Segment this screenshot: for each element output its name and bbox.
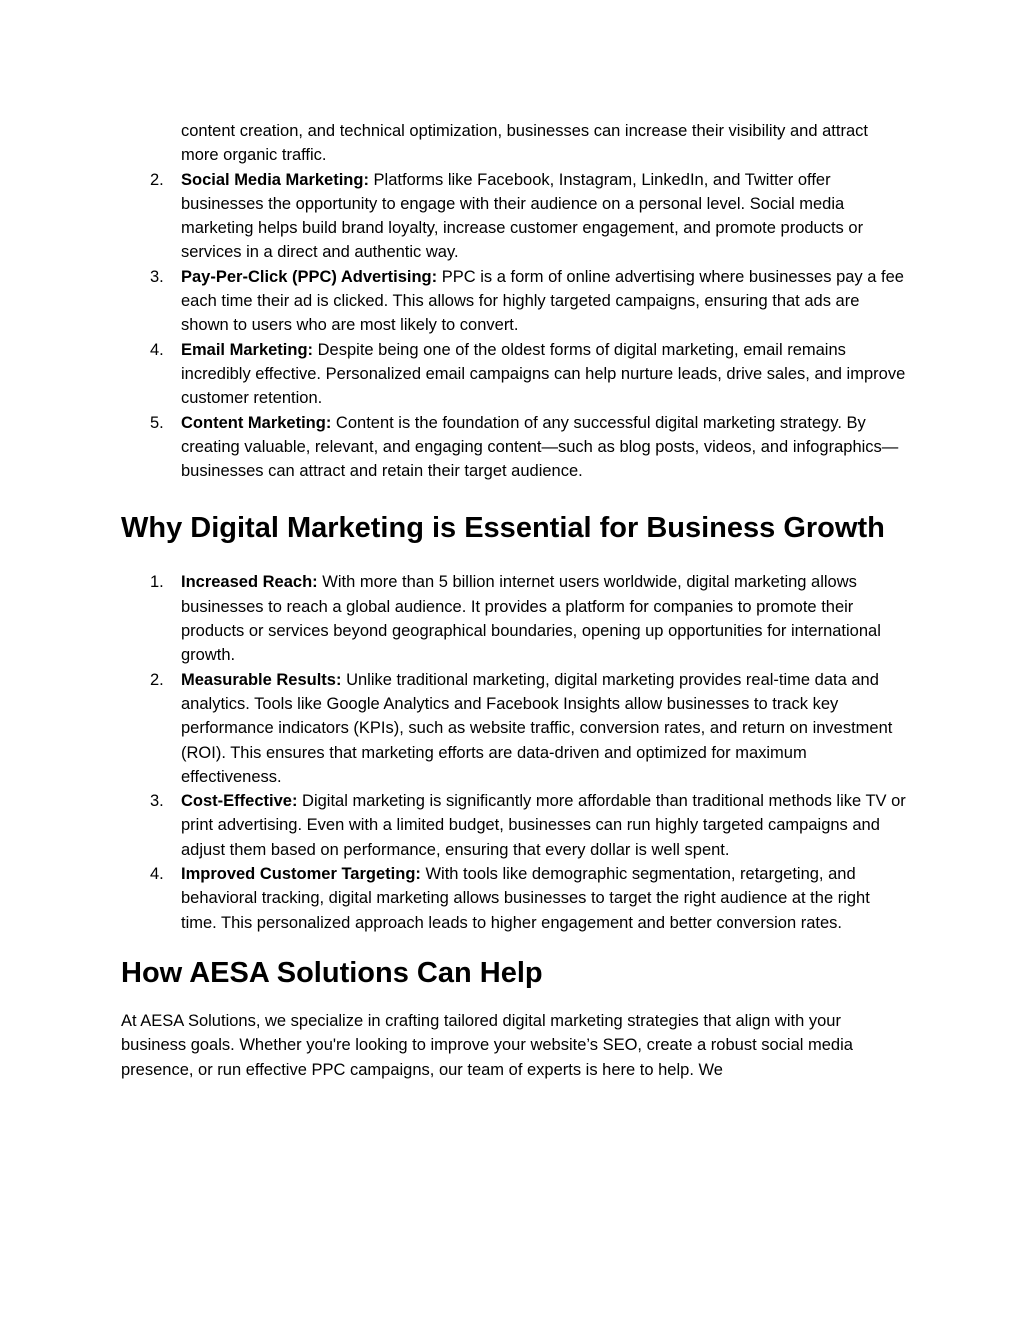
paragraph-how: At AESA Solutions, we specialize in crafting tailored digital marketing strategies that align with your business goals. Whether you're looking to improve your website’s SEO, create a robust social media presence, or run effective PPC campaigns, our team of experts is here to help. We	[121, 1011, 853, 1079]
list-item	[121, 265, 906, 338]
list-number: 4.	[150, 865, 164, 884]
list-term: Cost-Effective:	[181, 792, 298, 811]
list-item	[121, 862, 906, 935]
list-text: With tools like demographic segmentation, retargeting, and behavioral tracking, digital marketing allows businesses to target the right audience at the right time. This personalized approach leads to higher engagement and better conversion rates.	[181, 865, 870, 932]
list-text: Digital marketing is significantly more affordable than traditional methods like TV or print advertising. Even with a limited budget, businesses can run highly targeted campaigns and adjust them based on performance, ensuring that every dollar is well spent.	[181, 792, 906, 859]
list-text: With more than 5 billion internet users worldwide, digital marketing allows businesses to reach a global audience. It provides a platform for companies to promote their products or services beyond geographical boundaries, opening up opportunities for international growth.	[181, 573, 881, 665]
list-item	[121, 168, 906, 265]
list-number: 1.	[150, 573, 164, 592]
list-item	[121, 570, 906, 667]
list-text: Platforms like Facebook, Instagram, LinkedIn, and Twitter offer businesses the opportunity to engage with their audience on a personal level. Social media marketing helps build brand loyalty, increase customer engagement, and promote products or services in a direct and authentic way.	[181, 170, 864, 262]
list-text: Despite being one of the oldest forms of digital marketing, email remains incredibly effective. Personalized email campaigns can help nurture leads, drive sales, and improve customer retention.	[181, 340, 906, 408]
list-number: 2.	[150, 670, 164, 689]
list-term: Email Marketing:	[181, 340, 314, 359]
list-number: 3.	[150, 267, 164, 286]
document-page	[121, 119, 906, 1082]
digital-marketing-types-list	[121, 168, 906, 484]
list-item	[121, 668, 906, 789]
growth-reasons-list	[121, 570, 906, 934]
list-item-continuation: content creation, and technical optimization, businesses can increase their visibility and attract more organic traffic.	[181, 122, 868, 165]
list-term: Pay-Per-Click (PPC) Advertising:	[181, 267, 438, 286]
list-text: Unlike traditional marketing, digital marketing provides real-time data and analytics. Tools like Google Analytics and Facebook Insights allow businesses to track key performance indicators (KPIs), such as website traffic, conversion rates, and return on investment (ROI). This ensures that marketing efforts are data-driven and optimized for maximum effectiveness.	[181, 670, 893, 786]
list-term: Content Marketing:	[181, 413, 332, 432]
list-item	[121, 411, 906, 484]
list-number: 5.	[150, 413, 164, 432]
list-text: Content is the foundation of any successful digital marketing strategy. By creating valuable, relevant, and engaging content—such as blog posts, videos, and infographics—businesses can attract and retain their target audience.	[181, 413, 899, 481]
list-number: 3.	[150, 792, 164, 811]
list-item	[121, 789, 906, 862]
list-term: Social Media Marketing:	[181, 170, 369, 189]
list-number: 2.	[150, 170, 164, 189]
list-term: Measurable Results:	[181, 670, 342, 689]
section-heading-how: How AESA Solutions Can Help	[121, 956, 543, 989]
list-number: 4.	[150, 340, 164, 359]
list-term: Improved Customer Targeting:	[181, 865, 421, 884]
list-item	[121, 338, 906, 411]
list-text: PPC is a form of online advertising where businesses pay a fee each time their ad is clicked. This allows for highly targeted campaigns, ensuring that ads are shown to users who are most likely to convert.	[181, 267, 904, 335]
list-term: Increased Reach:	[181, 573, 318, 592]
section-heading-why: Why Digital Marketing is Essential for Business Growth	[121, 512, 885, 545]
